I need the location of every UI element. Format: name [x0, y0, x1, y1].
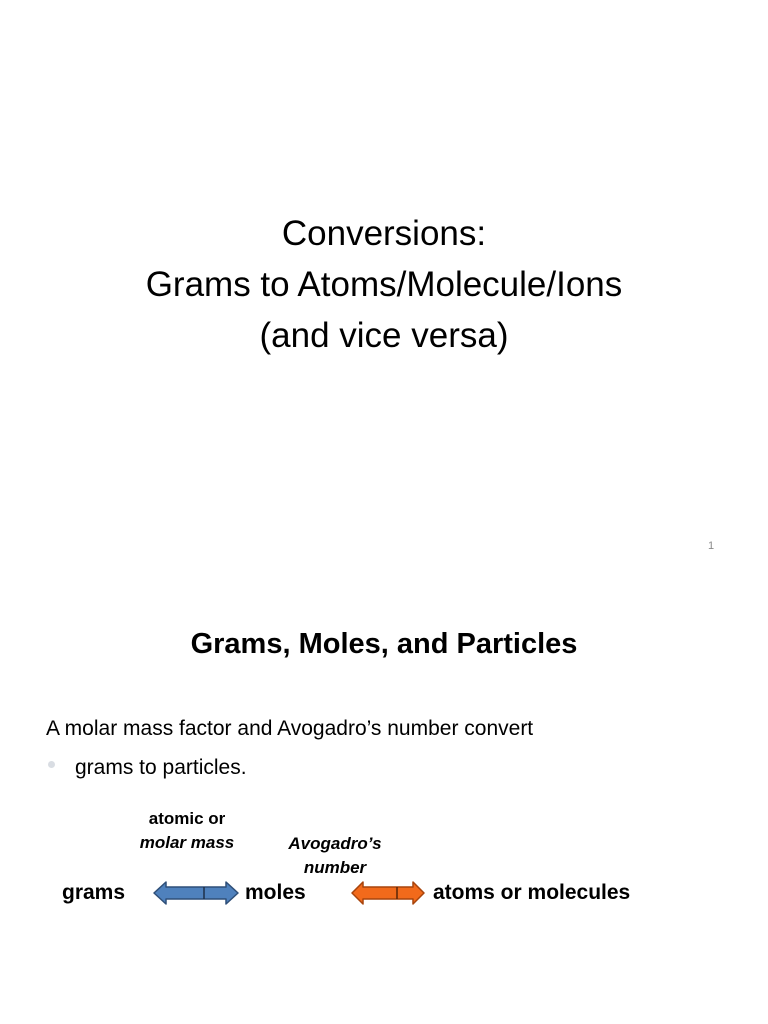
molar-mass-label-line-2: molar mass: [139, 833, 235, 852]
slide1-title-line-1: Conversions:: [281, 214, 487, 253]
molar-mass-label: [122, 807, 252, 855]
bullet-dot-icon: [48, 761, 55, 768]
avogadro-label-line-1: Avogadro’s: [288, 834, 382, 853]
slide2-title: Grams, Moles, and Particles: [190, 628, 578, 660]
term-moles: moles: [245, 881, 306, 904]
double-arrow-orange-icon: [351, 881, 425, 905]
slide1-title-line-2: Grams to Atoms/Molecule/Ions: [145, 265, 623, 304]
avogadro-label: [280, 832, 390, 880]
term-grams: grams: [62, 881, 126, 904]
page-number: 1: [708, 540, 715, 552]
slide1-title-line-3: (and vice versa): [259, 316, 509, 355]
body-text: A molar mass factor and Avogadro’s number convert: [46, 717, 534, 740]
double-arrow-blue-icon: [153, 881, 239, 905]
molar-mass-label-line-1: atomic or: [148, 809, 226, 828]
term-atoms: atoms or molecules: [433, 881, 631, 904]
bullet-text: grams to particles.: [75, 756, 247, 779]
avogadro-label-line-2: number: [303, 858, 367, 877]
slide1-title: [0, 208, 768, 361]
